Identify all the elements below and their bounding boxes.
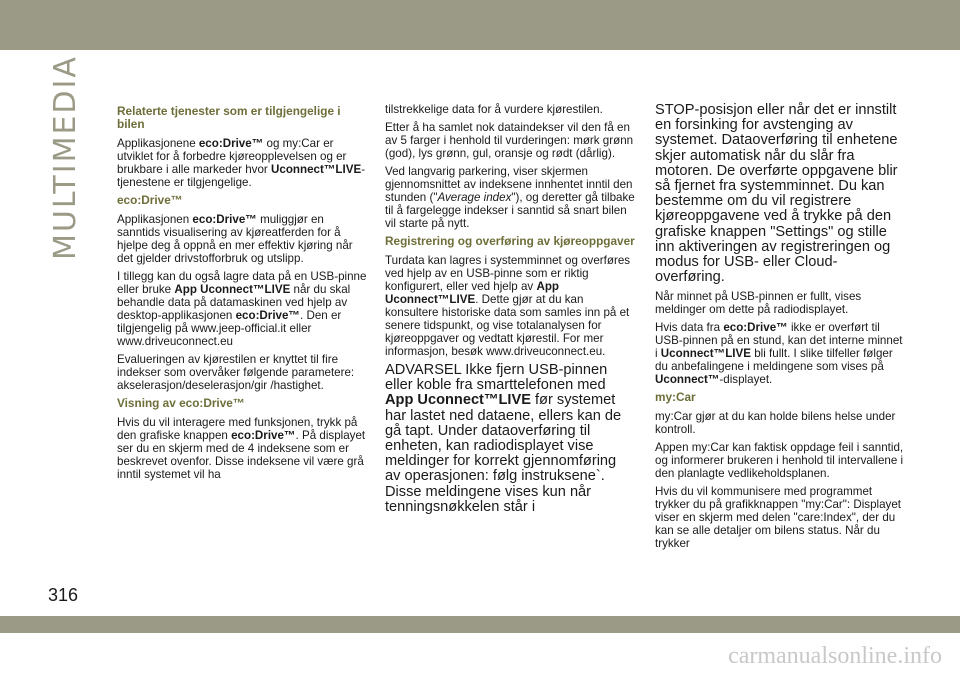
heading-related-services: Relaterte tjenester som er tilgjengelige i bilen — [117, 104, 341, 131]
paragraph: Applikasjonen eco:Drive™ muliggjør en sanntids visualisering av kjøreatferden for å hjelpe deg å oppnå en mer effektiv kjøring når det gjelder drivstofforbruk og utslipp. — [117, 213, 353, 265]
top-band — [0, 0, 960, 50]
column-3 — [655, 103, 905, 555]
paragraph: my:Car gjør at du kan holde bilens helse under kontroll. — [655, 410, 896, 437]
paragraph: Applikasjonene eco:Drive™ og my:Car er utviklet for å forbedre kjøreopplevelsen og er brukbare i alle markeder hvor Uconnect™LIVE-tjenestene er tilgjengelige. — [117, 137, 366, 189]
heading-ecodrive: eco:Drive™ — [117, 193, 183, 207]
heading-ecodrive-view: Visning av eco:Drive™ — [117, 396, 245, 410]
paragraph: STOP-posisjon eller når det er innstilt en forsinking for avstenging av systemet. Dataoverføring til enhetene skjer automatisk når du slår fra motoren. De overførte oppgavene blir så fjernet fra systemminnet. Du kan bestemme om du vil registrere kjøreoppgavene ved å trykke på den grafiske knappen "Settings" og stille inn aktiveringen av registreringen og modus for USB- eller Cloud-overføring. — [655, 102, 898, 286]
paragraph: Hvis du vil kommunisere med programmet trykker du på grafikknappen "my:Car": Displayet viser en skjerm med delen "care:Index", der du kan se alle detaljer om bilens status. Når du trykker — [655, 485, 902, 551]
paragraph: I tillegg kan du også lagre data på en USB-pinne eller bruke App Uconnect™LIVE når du skal behandle data på datamaskinen ved hjelp av desktop-applikasjonen eco:Drive™. Den er tilgjengelig på www.jeep-official.it eller www.driveuconnect.eu — [117, 270, 367, 348]
paragraph: Når minnet på USB-pinnen er fullt, vises meldinger om dette på radiodisplayet. — [655, 290, 862, 317]
paragraph: Etter å ha samlet nok dataindekser vil den få en av 5 farger i henhold til vurderingen: mørk grønn (god), lys grønn, gul, oransje og rødt (dårlig). — [385, 121, 634, 160]
column-1 — [117, 103, 367, 486]
column-2 — [385, 103, 635, 520]
bottom-band — [0, 616, 960, 633]
paragraph: Appen my:Car kan faktisk oppdage feil i sanntid, og informerer brukeren i henhold til intervallene i den planlagte vedlikeholdsplanen. — [655, 441, 904, 481]
paragraph: Hvis data fra eco:Drive™ ikke er overført til USB-pinnen på en stund, kan det interne minnet i Uconnect™LIVE bli fullt. I slike tilfeller følger du anbefalingene i meldingene som vises på Uconnect™-displayet. — [655, 321, 903, 387]
warning-paragraph: ADVARSEL Ikke fjern USB-pinnen eller koble fra smarttelefonen med App Uconnect™LIVE før systemet har lastet ned dataene, ellers kan de gå tapt. Under dataoverføring til enheten, kan radiodisplayet vise meldinger for korrekt gjennomføring av operasjonen: følg instruksene`. Disse meldingene vises kun når tenningsnøkkelen står i — [385, 362, 622, 515]
heading-mycar: my:Car — [655, 390, 696, 405]
page-number: 316 — [48, 585, 79, 605]
heading-registration: Registrering og overføring av kjøreoppgaver — [385, 234, 635, 248]
paragraph: Turdata kan lagres i systemminnet og overføres ved hjelp av en USB-pinne som er riktig konfigurert, eller ved hjelp av App Uconnect™LIVE. Dette gjør at du kan konsultere historiske data som samles inn på et senere tidspunkt, og vise totalanalysen for kjøreoppgaver og vedtatt kjørestil. For mer informasjon, besøk www.driveuconnect.eu. — [385, 254, 631, 358]
paragraph: Hvis du vil interagere med funksjonen, trykk på den grafiske knappen eco:Drive™. På displayet ser du en skjerm med de 4 indeksene som er beskrevet ovenfor. Disse indeksene vil være grå inntil systemet vil ha — [117, 416, 366, 481]
paragraph: tilstrekkelige data for å vurdere kjørestilen. — [385, 103, 603, 116]
watermark-text: carmanualsonline.info — [728, 643, 942, 669]
paragraph: Ved langvarig parkering, viser skjermen gjennomsnittet av indeksene innhentet inntil den stunden ("Average index"), og deretter gå tilbake til å fargelegge indekser i sanntid så snart bilen vil starte på nytt. — [385, 165, 635, 230]
paragraph: Evalueringen av kjørestilen er knyttet til fire indekser som overvåker følgende parametere: akselerasjon/deselerasjon/gir /hastighet. — [117, 353, 355, 392]
section-label: MULTIMEDIA — [48, 55, 83, 260]
